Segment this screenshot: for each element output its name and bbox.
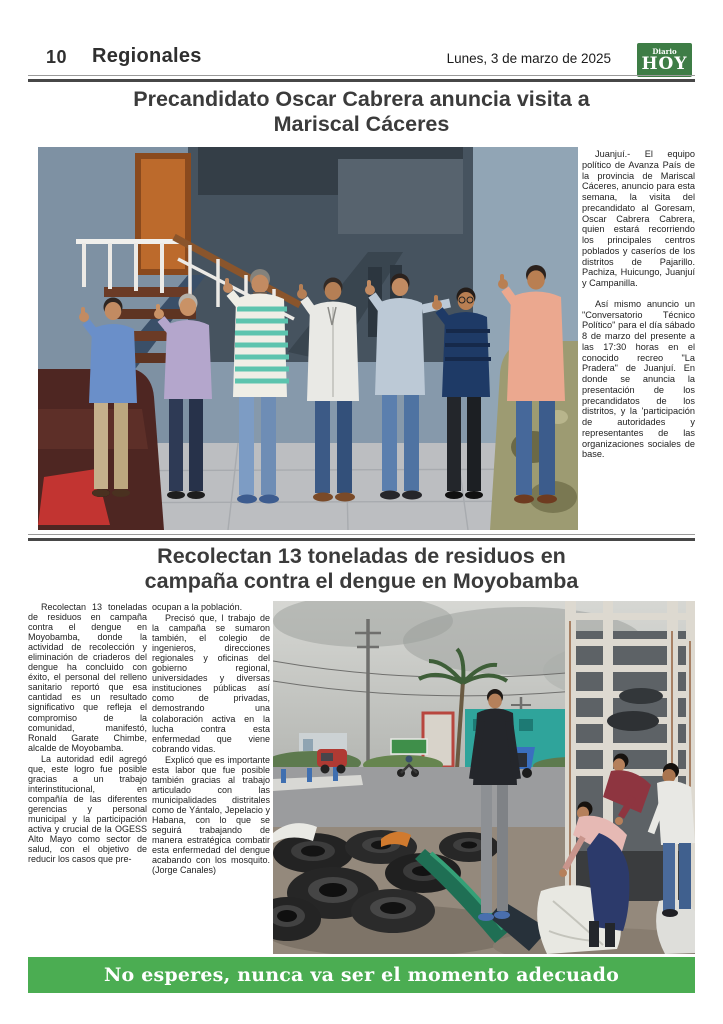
logo-diario-label: Diario [652,46,677,56]
photo2-truck-frame [565,601,695,911]
article-divider-rule [28,534,695,541]
logo-hoy-label: HOY [641,53,688,74]
article2-headline: Recolectan 13 toneladas de residuos en campaña contra el dengue en Moyobamba [144,544,579,593]
diario-hoy-logo [637,43,692,77]
photo-dengue-campaign-tires [273,601,695,954]
photo-oscar-cabrera-group [38,147,578,530]
article1-paragraph: Juanjuí.- El equipo político de Avanza País de la provincia de Mariscal Cáceres, anuncio para esta semana, la visita del precandidato al Goresam, Oscar Cabrera Cabrera, quien estará recorriendo los principales centros poblados y caseríos de los distritos de Pajarillo. Pachiza, Huicungo, Juanjuí y Campanilla. [582,149,695,288]
section-title: Regionales [92,45,202,67]
footer-slogan: No esperes, nunca va ser el momento adecuado [103,964,620,986]
header-rule [28,75,695,82]
article1-headline: Precandidato Oscar Cabrera anuncia visita a Mariscal Cáceres [133,87,590,136]
article1-text-column [582,149,695,535]
article2-paragraph: La autoridad edil agregó que, este logro fue posible gracias a un trabajo interinstitucional, en compañía de las diferentes gerencias y personal municipal y la participación activa y crucial de la OGESS Alto Mayo como sector de salud, con el objetivo de reducir los casos que pre- [28,753,147,865]
article1-paragraph: Así mismo anuncio un "Conversatorio Técnico Político" para el día sábado 8 de marzo del presente a las 17:30 horas en el conocido recreo "La Pradera" de Juanjuí. En donde se anuncia la presentación de los precandidatos de los distritos, y la 'participación de autoridades y representantes de las organizaciones sociales de base. [582,298,695,460]
article2-paragraph: Recolectan 13 toneladas de residuos en campaña contra el dengue en Moyobamba, donde la actividad de recolección y eliminación de criaderos del dengue ha concluido con éxito, el personal del relleno sanitario reportó que esa cantidad es un resultado significativo que refleja el compromiso de la comunidad, manifestó, Ronald Garate Chimbe, alcalde de Moyobamba. [28,602,147,753]
article2-text-column-2 [152,602,270,876]
page-number: 10 [46,47,68,67]
article2-paragraph: Precisó que, l trabajo de la campaña se sumaron también, el colegio de ingenieros, direcciones regionales y oficinas del gobierno regional, universidades y diversas instituciones públicas así como de privadas, demostrando una colaboración activa en la lucha contra esta enfermedad que viene cobrando vidas. [152,613,270,754]
article2-paragraph: Explicó que es importante esta labor que fue posible también gracias al trabajo articulado con las municipalidades distritales como de Yántalo, Jepelacio y Habana, con lo que se seguirá trabajando de manera estratégica combatir esta enfermedad del dengue acabando con los mosquito. (Jorge Canales) [152,754,270,876]
edition-date: Lunes, 3 de marzo de 2025 [446,51,611,66]
footer-banner [28,957,695,993]
article2-text-column-1 [28,602,147,865]
article2-paragraph: ocupan a la población. [152,602,243,612]
